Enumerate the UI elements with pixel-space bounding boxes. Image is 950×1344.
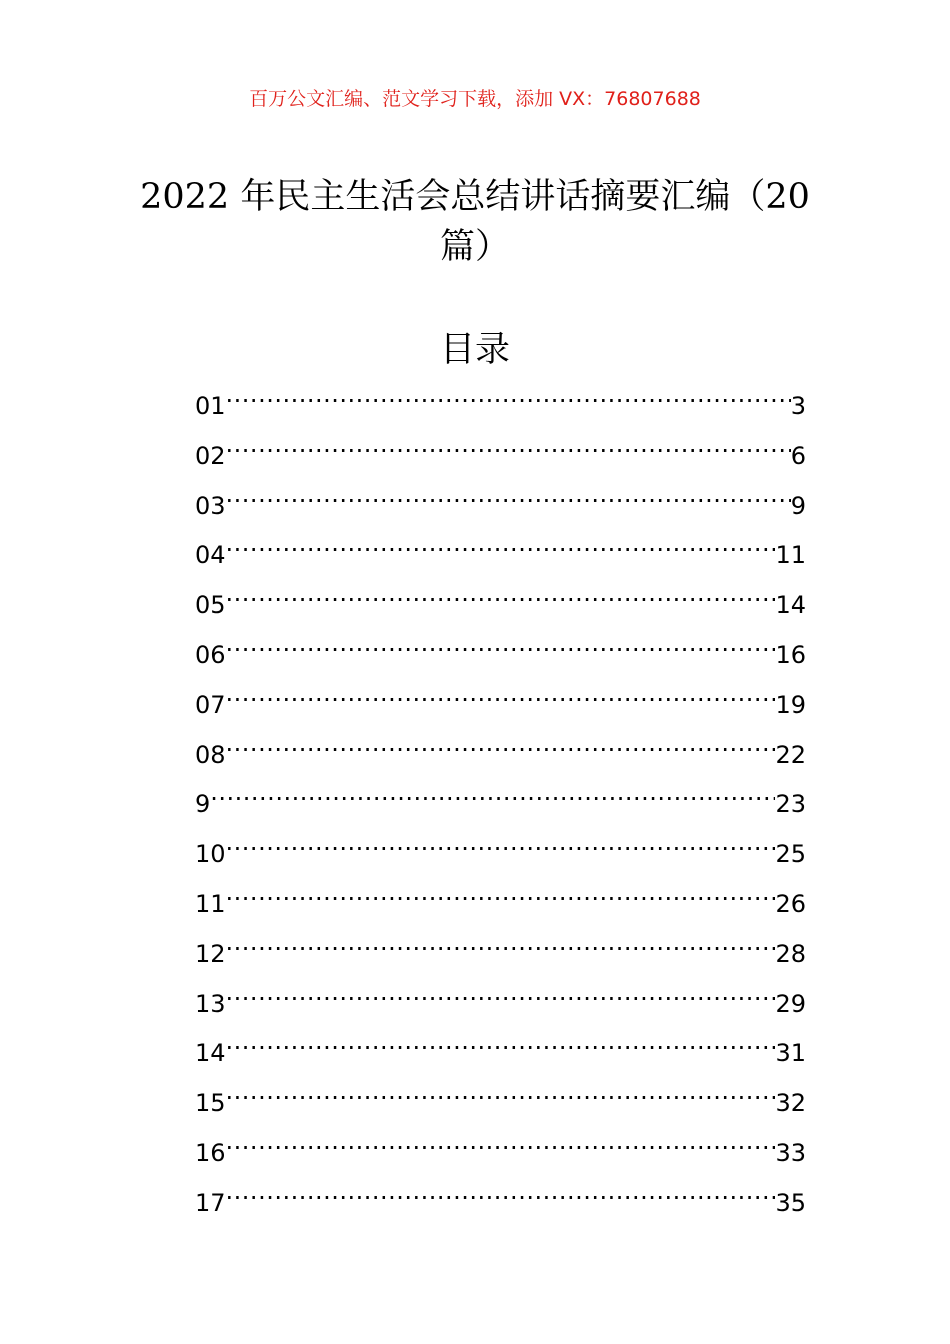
- toc-entry-label: 12: [195, 939, 226, 968]
- table-of-contents: [195, 374, 806, 1221]
- toc-entry-page: 32: [775, 1089, 806, 1118]
- toc-leader-dots: [226, 523, 776, 563]
- toc-leader-dots: [226, 922, 776, 962]
- toc-entry-label: 06: [195, 640, 226, 669]
- toc-entry-page: 14: [775, 591, 806, 620]
- toc-entry-label: 9: [195, 790, 211, 819]
- toc-leader-dots: [226, 1021, 776, 1061]
- toc-entry-page: 23: [775, 790, 806, 819]
- toc-leader-dots: [226, 573, 776, 613]
- toc-entry[interactable]: [195, 424, 806, 474]
- toc-entry-label: 02: [195, 441, 226, 470]
- toc-entry-label: 01: [195, 392, 226, 420]
- toc-entry-label: 15: [195, 1089, 226, 1118]
- toc-entry[interactable]: [195, 723, 806, 773]
- toc-entry-page: 28: [775, 939, 806, 968]
- toc-entry-label: 16: [195, 1138, 226, 1167]
- toc-leader-dots: [226, 972, 776, 1012]
- toc-entry-page: 11: [775, 541, 806, 570]
- toc-entry[interactable]: [195, 474, 806, 524]
- toc-leader-dots: [226, 424, 791, 464]
- toc-leader-dots: [226, 1121, 776, 1161]
- toc-leader-dots: [226, 1071, 776, 1111]
- toc-entry[interactable]: [195, 872, 806, 922]
- toc-entry-label: 10: [195, 840, 226, 869]
- toc-entry[interactable]: [195, 523, 806, 573]
- toc-entry[interactable]: [195, 1071, 806, 1121]
- toc-leader-dots: [226, 374, 791, 414]
- toc-entry-page: 22: [775, 740, 806, 769]
- toc-entry-label: 14: [195, 1039, 226, 1068]
- toc-entry-page: 3: [790, 392, 806, 420]
- toc-leader-dots: [226, 1171, 776, 1211]
- toc-entry[interactable]: [195, 772, 806, 822]
- toc-entry-page: 33: [775, 1138, 806, 1167]
- toc-entry-label: 17: [195, 1188, 226, 1217]
- toc-leader-dots: [226, 723, 776, 763]
- toc-entry-label: 03: [195, 491, 226, 520]
- toc-entry-page: 19: [775, 690, 806, 719]
- toc-entry-page: 35: [775, 1188, 806, 1217]
- toc-entry[interactable]: [195, 374, 806, 424]
- toc-entry-page: 25: [775, 840, 806, 869]
- toc-heading: 目录: [439, 330, 510, 370]
- toc-entry-page: 26: [775, 889, 806, 918]
- toc-entry[interactable]: [195, 1171, 806, 1221]
- toc-entry[interactable]: [195, 972, 806, 1022]
- toc-entry-label: 04: [195, 541, 226, 570]
- toc-entry[interactable]: [195, 623, 806, 673]
- toc-leader-dots: [226, 673, 776, 713]
- toc-leader-dots: [226, 474, 791, 514]
- toc-entry-page: 6: [790, 441, 806, 470]
- toc-entry[interactable]: [195, 1121, 806, 1171]
- toc-leader-dots: [226, 872, 776, 912]
- toc-entry[interactable]: [195, 1021, 806, 1071]
- document-title: 2022 年民主生活会总结讲话摘要汇编（20 篇）: [140, 177, 810, 267]
- toc-entry[interactable]: [195, 822, 806, 872]
- toc-entry-label: 08: [195, 740, 226, 769]
- toc-entry-label: 05: [195, 591, 226, 620]
- toc-entry-label: 13: [195, 989, 226, 1018]
- toc-entry[interactable]: [195, 922, 806, 972]
- toc-entry-page: 29: [775, 989, 806, 1018]
- header-note: 百万公文汇编、范文学习下载，添加 VX：76807688: [249, 88, 701, 110]
- toc-entry[interactable]: [195, 673, 806, 723]
- toc-entry-label: 11: [195, 889, 226, 918]
- toc-entry-page: 9: [790, 491, 806, 520]
- toc-leader-dots: [210, 772, 775, 812]
- toc-leader-dots: [226, 822, 776, 862]
- toc-entry-page: 16: [775, 640, 806, 669]
- toc-entry-label: 07: [195, 690, 226, 719]
- toc-entry[interactable]: [195, 573, 806, 623]
- toc-entry-page: 31: [775, 1039, 806, 1068]
- toc-leader-dots: [226, 623, 776, 663]
